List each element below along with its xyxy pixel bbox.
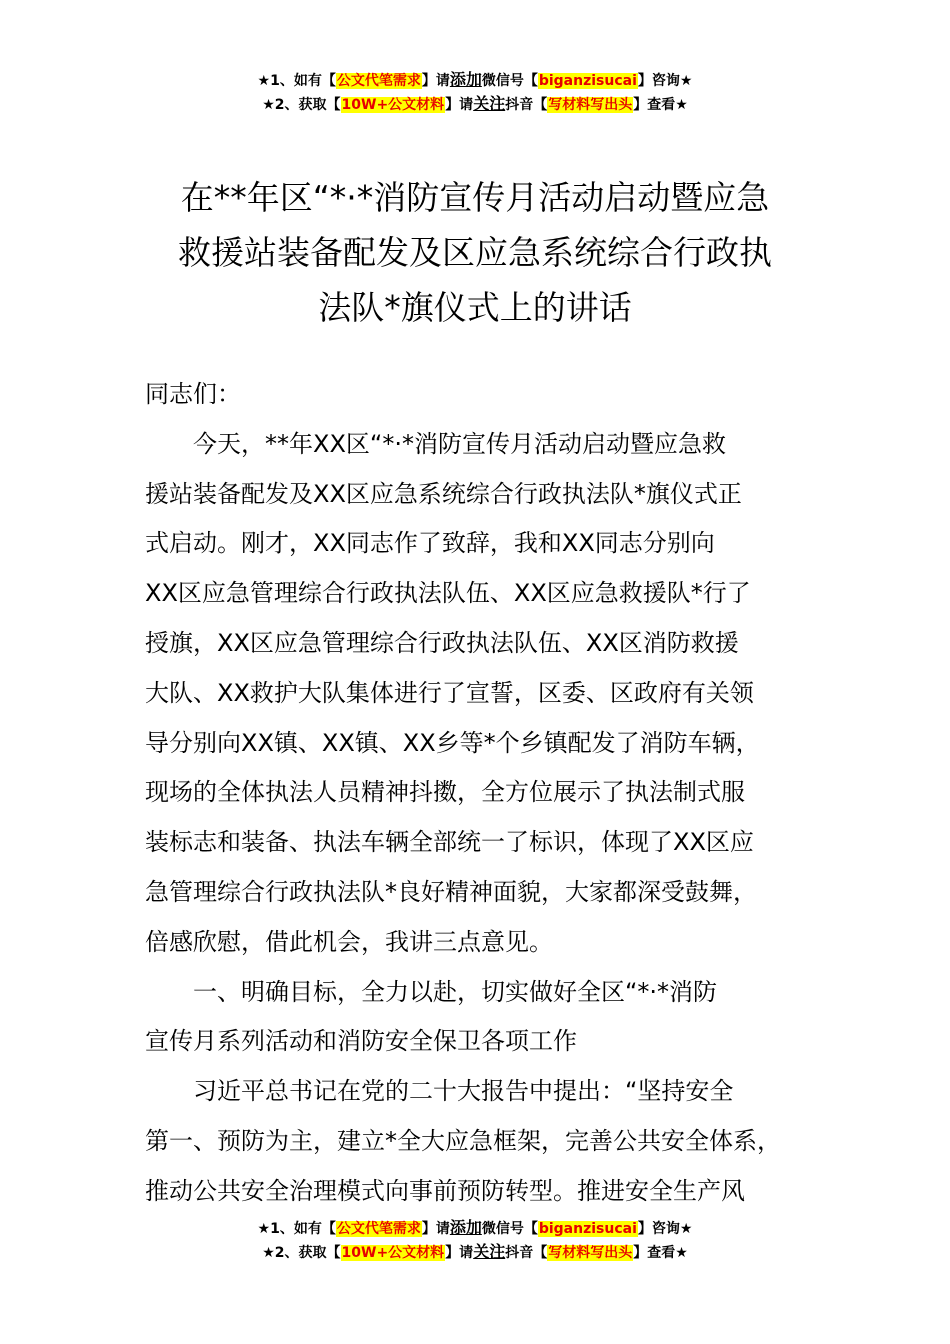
banner-text: 】咨询★ — [637, 73, 693, 89]
body-line: 导分别向XX镇、XX镇、XX乡等*个乡镇配发了消防车辆， — [145, 728, 760, 757]
banner-text: 微信号【 — [481, 73, 538, 89]
body-line: 装标志和装备、执法车辆全部统一了标识，体现了XX区应 — [145, 828, 754, 857]
banner-text: 】查看★ — [633, 1245, 688, 1261]
banner-highlight: 公文代笔需求 — [336, 1221, 421, 1237]
title-line: 法队*旗仪式上的讲话 — [318, 288, 632, 327]
banner-text: ★1、如有【 — [257, 1221, 336, 1237]
banner-emphasis: 关注 — [473, 1242, 506, 1261]
banner-highlight: 10W+公文材料 — [341, 97, 445, 113]
document-body — [145, 370, 835, 1217]
banner-emphasis: 添加 — [449, 70, 482, 89]
banner-text: ★1、如有【 — [257, 73, 336, 89]
body-line: 急管理综合行政执法队*良好精神面貌，大家都深受鼓舞， — [145, 877, 757, 906]
body-line: 援站装备配发及XX区应急系统综合行政执法队*旗仪式正 — [145, 479, 742, 508]
body-line: 式启动。刚才，XX同志作了致辞，我和XX同志分别向 — [145, 529, 715, 558]
body-line: 今天，**年XX区“*·*消防宣传月活动启动暨应急救 — [145, 429, 726, 458]
banner-line-2 — [0, 92, 950, 116]
title-line: 在**年区“*·*消防宣传月活动启动暨应急 — [180, 178, 770, 217]
banner-text: ★2、获取【 — [262, 97, 341, 113]
banner-line-1 — [0, 1216, 950, 1240]
body-line: 推动公共安全治理模式向事前预防转型。推进安全生产风 — [145, 1176, 745, 1205]
body-line: 倍感欣慰，借此机会，我讲三点意见。 — [145, 927, 553, 956]
banner-emphasis: 添加 — [449, 1218, 482, 1237]
title-line: 救援站装备配发及区应急系统综合行政执 — [178, 233, 772, 272]
body-line: 第一、预防为主，建立*全大应急框架，完善公共安全体系， — [145, 1126, 781, 1155]
banner-highlight: biganzisucai — [538, 1221, 637, 1237]
body-line: XX区应急管理综合行政执法队伍、XX区应急救援队*行了 — [145, 579, 751, 608]
banner-text: 】请 — [421, 1221, 450, 1237]
body-line: 大队、XX救护大队集体进行了宣誓，区委、区政府有关领 — [145, 678, 754, 707]
banner-highlight: biganzisucai — [538, 73, 637, 89]
banner-text: 抖音【 — [505, 97, 548, 113]
banner-text: 】查看★ — [633, 97, 688, 113]
banner-highlight: 公文代笔需求 — [336, 73, 421, 89]
body-line: 习近平总书记在党的二十大报告中提出：“坚持安全 — [145, 1077, 734, 1106]
bottom-banner — [0, 1216, 950, 1264]
banner-text: ★2、获取【 — [262, 1245, 341, 1261]
top-banner — [0, 68, 950, 116]
section-heading-line: 一、明确目标，全力以赴，切实做好全区“*·*消防 — [145, 977, 718, 1006]
banner-text: 】请 — [421, 73, 450, 89]
banner-highlight: 写材料写出头 — [548, 1245, 633, 1261]
banner-text: 】咨询★ — [637, 1221, 693, 1237]
banner-emphasis: 关注 — [473, 94, 506, 113]
document-title — [100, 170, 850, 335]
banner-line-1 — [0, 68, 950, 92]
banner-text: 】请 — [445, 1245, 474, 1261]
banner-highlight: 写材料写出头 — [548, 97, 633, 113]
banner-highlight: 10W+公文材料 — [341, 1245, 445, 1261]
body-line: 现场的全体执法人员精神抖擞，全方位展示了执法制式服 — [145, 778, 745, 807]
banner-line-2 — [0, 1240, 950, 1264]
banner-text: 抖音【 — [505, 1245, 548, 1261]
section-heading-line: 宣传月系列活动和消防安全保卫各项工作 — [145, 1027, 577, 1056]
banner-text: 】请 — [445, 97, 474, 113]
body-line: 授旗，XX区应急管理综合行政执法队伍、XX区消防救援 — [145, 628, 739, 657]
banner-text: 微信号【 — [481, 1221, 538, 1237]
salutation: 同志们： — [145, 380, 241, 408]
